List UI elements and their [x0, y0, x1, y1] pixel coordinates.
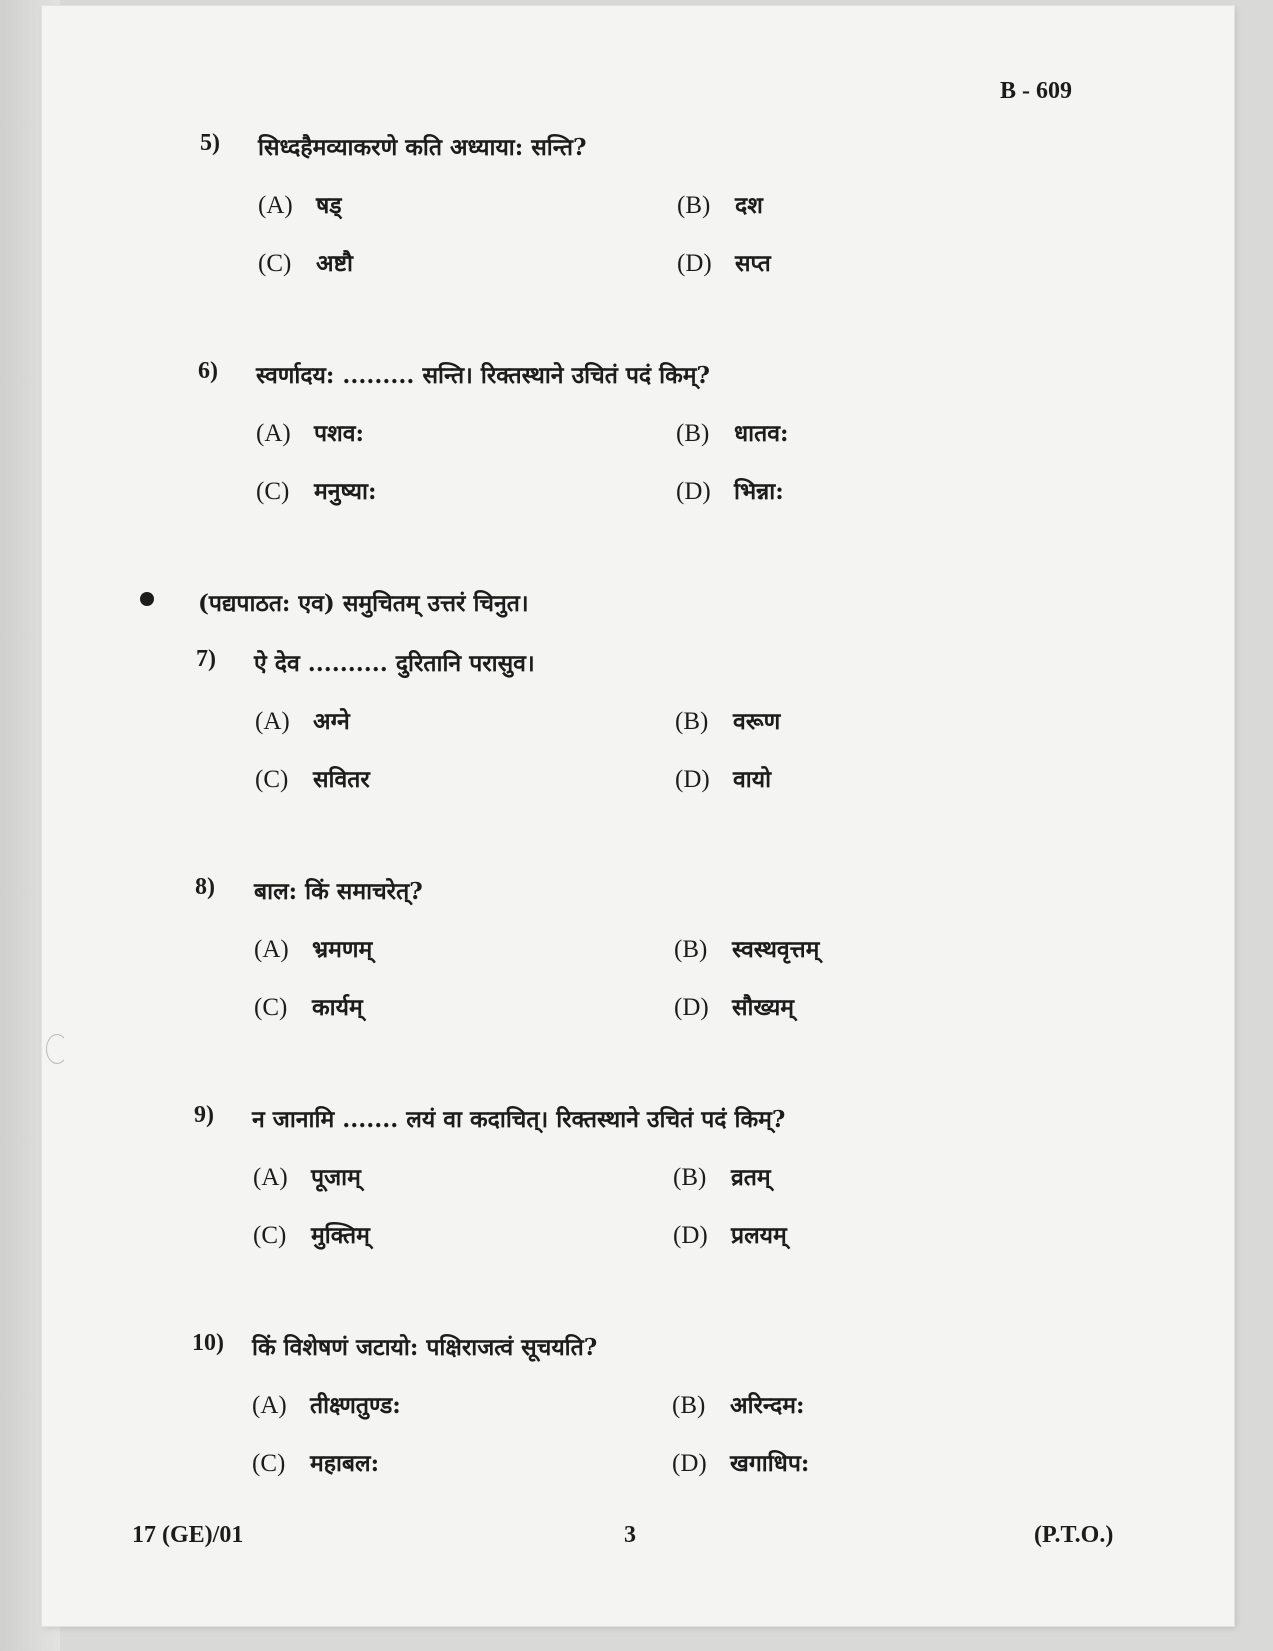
option-letter: (D) — [677, 250, 712, 277]
option-text: वरूण — [733, 708, 781, 735]
option-c[interactable] — [253, 1218, 370, 1250]
footer-pto: (P.T.O.) — [1034, 1522, 1114, 1548]
option-d[interactable] — [675, 762, 771, 794]
question-number: 6) — [198, 358, 218, 384]
option-d[interactable] — [676, 474, 784, 506]
option-text: दश — [735, 192, 763, 219]
option-letter: (B) — [675, 708, 709, 735]
option-d[interactable] — [673, 1218, 787, 1250]
option-text: मुक्तिम् — [311, 1222, 370, 1249]
exam-page — [42, 6, 1234, 1626]
page-number: 3 — [624, 1522, 636, 1548]
option-text: भ्रमणम् — [312, 936, 373, 963]
option-b[interactable] — [672, 1388, 805, 1420]
question-number: 8) — [195, 874, 215, 900]
option-letter: (B) — [673, 1164, 707, 1191]
option-text: स्वस्थवृत्तम् — [732, 936, 820, 963]
option-c[interactable] — [252, 1446, 379, 1478]
question-number: 5) — [200, 130, 220, 156]
question-text: न जानामि ....... लयं वा कदाचित्। रिक्तस्थाने उचितं पदं किम्? — [252, 1106, 786, 1133]
option-letter: (B) — [672, 1392, 706, 1419]
option-a[interactable] — [258, 188, 342, 220]
option-text: अरिन्दम: — [730, 1392, 805, 1419]
option-text: पशव: — [314, 420, 364, 447]
option-text: वायो — [733, 766, 772, 793]
option-text: भिन्ना: — [734, 478, 784, 505]
option-letter: (C) — [258, 250, 292, 277]
option-text: अष्टौ — [316, 250, 353, 277]
option-letter: (A) — [258, 192, 293, 219]
question-text: स्वर्णादय: ......... सन्ति। रिक्तस्थाने उचितं पदं किम्? — [256, 362, 711, 389]
option-text: कार्यम् — [312, 994, 363, 1021]
question-text: बाल: किं समाचरेत्? — [254, 878, 423, 905]
question-text: किं विशेषणं जटायो: पक्षिराजत्वं सूचयति? — [252, 1334, 598, 1361]
option-letter: (C) — [253, 1222, 287, 1249]
option-a[interactable] — [255, 704, 350, 736]
option-text: पूजाम् — [311, 1164, 361, 1191]
option-b[interactable] — [677, 188, 763, 220]
paper-code: B - 609 — [1000, 78, 1072, 104]
option-letter: (D) — [672, 1450, 707, 1477]
option-text: प्रलयम् — [731, 1222, 787, 1249]
option-text: तीक्ष्णतुण्ड: — [310, 1392, 401, 1419]
option-c[interactable] — [258, 246, 353, 278]
question-number: 9) — [194, 1102, 214, 1128]
option-text: षड् — [316, 192, 342, 219]
option-text: महाबल: — [310, 1450, 380, 1477]
option-letter: (A) — [256, 420, 291, 447]
option-text: सप्त — [735, 250, 771, 277]
option-a[interactable] — [252, 1388, 401, 1420]
option-letter: (B) — [676, 420, 710, 447]
option-letter: (C) — [256, 478, 290, 505]
option-text: खगाधिप: — [730, 1450, 810, 1477]
option-letter: (C) — [254, 994, 288, 1021]
option-text: सौख्यम् — [732, 994, 795, 1021]
option-text: व्रतम् — [731, 1164, 771, 1191]
section-instruction: (पद्यपाठत: एव) समुचितम् उत्तरं चिनुत। — [198, 590, 529, 617]
option-c[interactable] — [254, 990, 363, 1022]
option-text: सवितर — [313, 766, 370, 793]
question-text: ऐ देव .......... दुरितानि परासुव। — [254, 650, 535, 677]
option-c[interactable] — [256, 474, 376, 506]
option-text: धातव: — [734, 420, 789, 447]
option-letter: (C) — [252, 1450, 286, 1477]
option-a[interactable] — [253, 1160, 361, 1192]
option-b[interactable] — [673, 1160, 771, 1192]
bullet-icon — [140, 592, 154, 606]
option-c[interactable] — [255, 762, 370, 794]
option-b[interactable] — [675, 704, 780, 736]
punch-hole-mark — [46, 1034, 68, 1064]
option-d[interactable] — [674, 990, 794, 1022]
question-number: 7) — [196, 646, 216, 672]
option-d[interactable] — [672, 1446, 809, 1478]
footer-paper-id: 17 (GE)/01 — [132, 1522, 244, 1548]
option-text: मनुष्या: — [314, 478, 377, 505]
question-number: 10) — [192, 1330, 224, 1356]
option-letter: (D) — [673, 1222, 708, 1249]
question-text: सिध्दहैमव्याकरणे कति अध्याया: सन्ति? — [258, 134, 587, 161]
option-b[interactable] — [674, 932, 819, 964]
option-letter: (D) — [675, 766, 710, 793]
option-a[interactable] — [254, 932, 372, 964]
option-a[interactable] — [256, 416, 364, 448]
option-letter: (D) — [676, 478, 711, 505]
option-letter: (A) — [254, 936, 289, 963]
option-letter: (A) — [252, 1392, 287, 1419]
option-b[interactable] — [676, 416, 789, 448]
option-letter: (A) — [255, 708, 290, 735]
option-letter: (C) — [255, 766, 289, 793]
option-letter: (B) — [674, 936, 708, 963]
option-d[interactable] — [677, 246, 771, 278]
option-text: अग्ने — [313, 708, 350, 735]
option-letter: (D) — [674, 994, 709, 1021]
option-letter: (A) — [253, 1164, 288, 1191]
option-letter: (B) — [677, 192, 711, 219]
